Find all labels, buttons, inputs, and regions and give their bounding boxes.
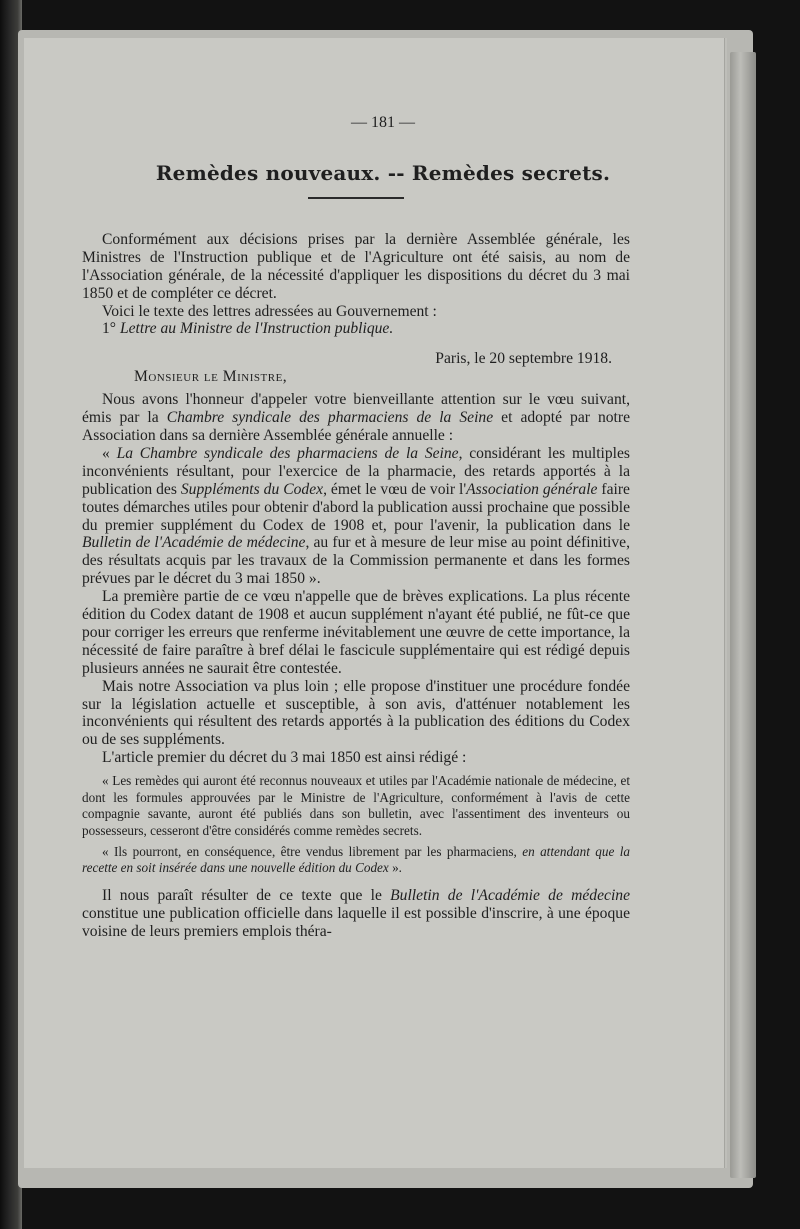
q2-text-a: « Ils pourront, en conséquence, être vendus librement par les pharmaciens, (102, 843, 523, 859)
p1-text-b: Chambre syndicale des pharmaciens de la Seine (166, 409, 494, 427)
letter-heading (82, 320, 630, 338)
letter-date: Paris, le 20 septembre 1918. (435, 350, 612, 368)
page-number: — 181 — (351, 114, 415, 131)
p2-text-h: Bulletin de l'Académie de médecine (82, 534, 306, 552)
letter-paragraph-4: Mais notre Association va plus loin ; elle propose d'instituer une procédure fondée sur la législation actuelle et susceptible, à son avis, d'atténuer notablement les inconvénients qui résultent des retards apportés à la publication des éditions du Codex ou de ses suppléments. (82, 677, 630, 749)
p2-text-a: « (102, 444, 117, 462)
p2-text-b: La Chambre syndicale des pharmaciens de la Seine (116, 444, 459, 462)
p2-text-i: , au fur et à mesure de leur mise au point définitive, des résultats acquis par les travaux de la Commission permanente et dans les formes prévues par le décret du 3 mai 1850 ». (82, 534, 630, 588)
p2-text-d: Suppléments du Codex (180, 480, 324, 498)
page-edges (730, 52, 756, 1178)
letter-paragraph-5: L'article premier du décret du 3 mai 1850 est ainsi rédigé : (102, 749, 467, 767)
letter-paragraph-3: La première partie de ce vœu n'appelle que de brèves explications. La plus récente édition du Codex datant de 1908 et aucun supplément n'ayant été publié, ne fût-ce que pour corriger les erreurs que renferme inévitablement une œuvre de cette importance, la nécessité de faire paraître à bref délai le fascicule supplémentaire qui est rédigé depuis plusieurs années ne saurait être contestée. (82, 588, 630, 677)
letter-paragraph-2 (82, 445, 630, 588)
p2-text-g: faire toutes démarches utiles pour obtenir d'abord la publication aussi prochaine que possible du premier supplément du Codex de 1908 et, pour l'avenir, la publication dans le (82, 480, 630, 534)
section-title: Remèdes nouveaux. -- Remèdes secrets. (155, 161, 611, 185)
letter-paragraph-1 (82, 391, 630, 445)
decree-quote-1: « Les remèdes qui auront été reconnus nouveaux et utiles par l'Académie nationale de médecine, et dont les formules approuvées par le Ministre de l'Agriculture, conformément à l'avis de cette compagnie savante, auront été publiés dans son bulletin, avec l'assentiment des inventeurs ou possesseurs, cesseront d'être considérés comme remèdes secrets. (82, 773, 630, 838)
intro-line-2: Voici le texte des lettres adressées au Gouvernement : (102, 302, 437, 320)
intro-paragraph: Conformément aux décisions prises par la dernière Assemblée générale, les Ministres de l'Instruction publique et de l'Agriculture ont été saisis, au nom de l'Association générale, de la nécessité d'appliquer les dispositions du décret du 3 mai 1850 et de compléter ce décret. (82, 230, 630, 302)
p2-text-e: , émet le vœu de voir l' (323, 480, 467, 498)
salutation: Monsieur le Ministre, (134, 368, 288, 386)
title-rule (308, 197, 404, 199)
letter-paragraph-6 (82, 887, 630, 941)
p6-text-c: constitue une publication officielle dans laquelle il est possible d'inscrire, à une époque voisine de leurs premiers emplois théra- (82, 904, 630, 940)
p2-text-f: Association générale (466, 480, 598, 498)
p1-text-c: et adopté par notre Association dans sa dernière Assemblée générale annuelle : (82, 409, 631, 444)
decree-quote-2 (82, 844, 630, 877)
p6-text-a: Il nous paraît résulter de ce texte que le (102, 886, 391, 904)
letter-number: 1° (102, 320, 120, 338)
q2-text-c: ». (388, 860, 402, 876)
page-content (82, 82, 630, 940)
p2-text-c: , considérant les multiples inconvénients résultant, pour l'exercice de la pharmacie, des retards apportés à la publication des (82, 444, 631, 498)
p1-text-a: Nous avons l'honneur d'appeler votre bienveillante attention sur le vœu suivant, émis par la (82, 391, 630, 427)
letter-heading-text: Lettre au Ministre de l'Instruction publique. (119, 320, 394, 338)
q2-text-b: en attendant que la recette en soit insérée dans une nouvelle édition du Codex (82, 843, 631, 876)
p6-text-b: Bulletin de l'Académie de médecine (390, 886, 630, 904)
